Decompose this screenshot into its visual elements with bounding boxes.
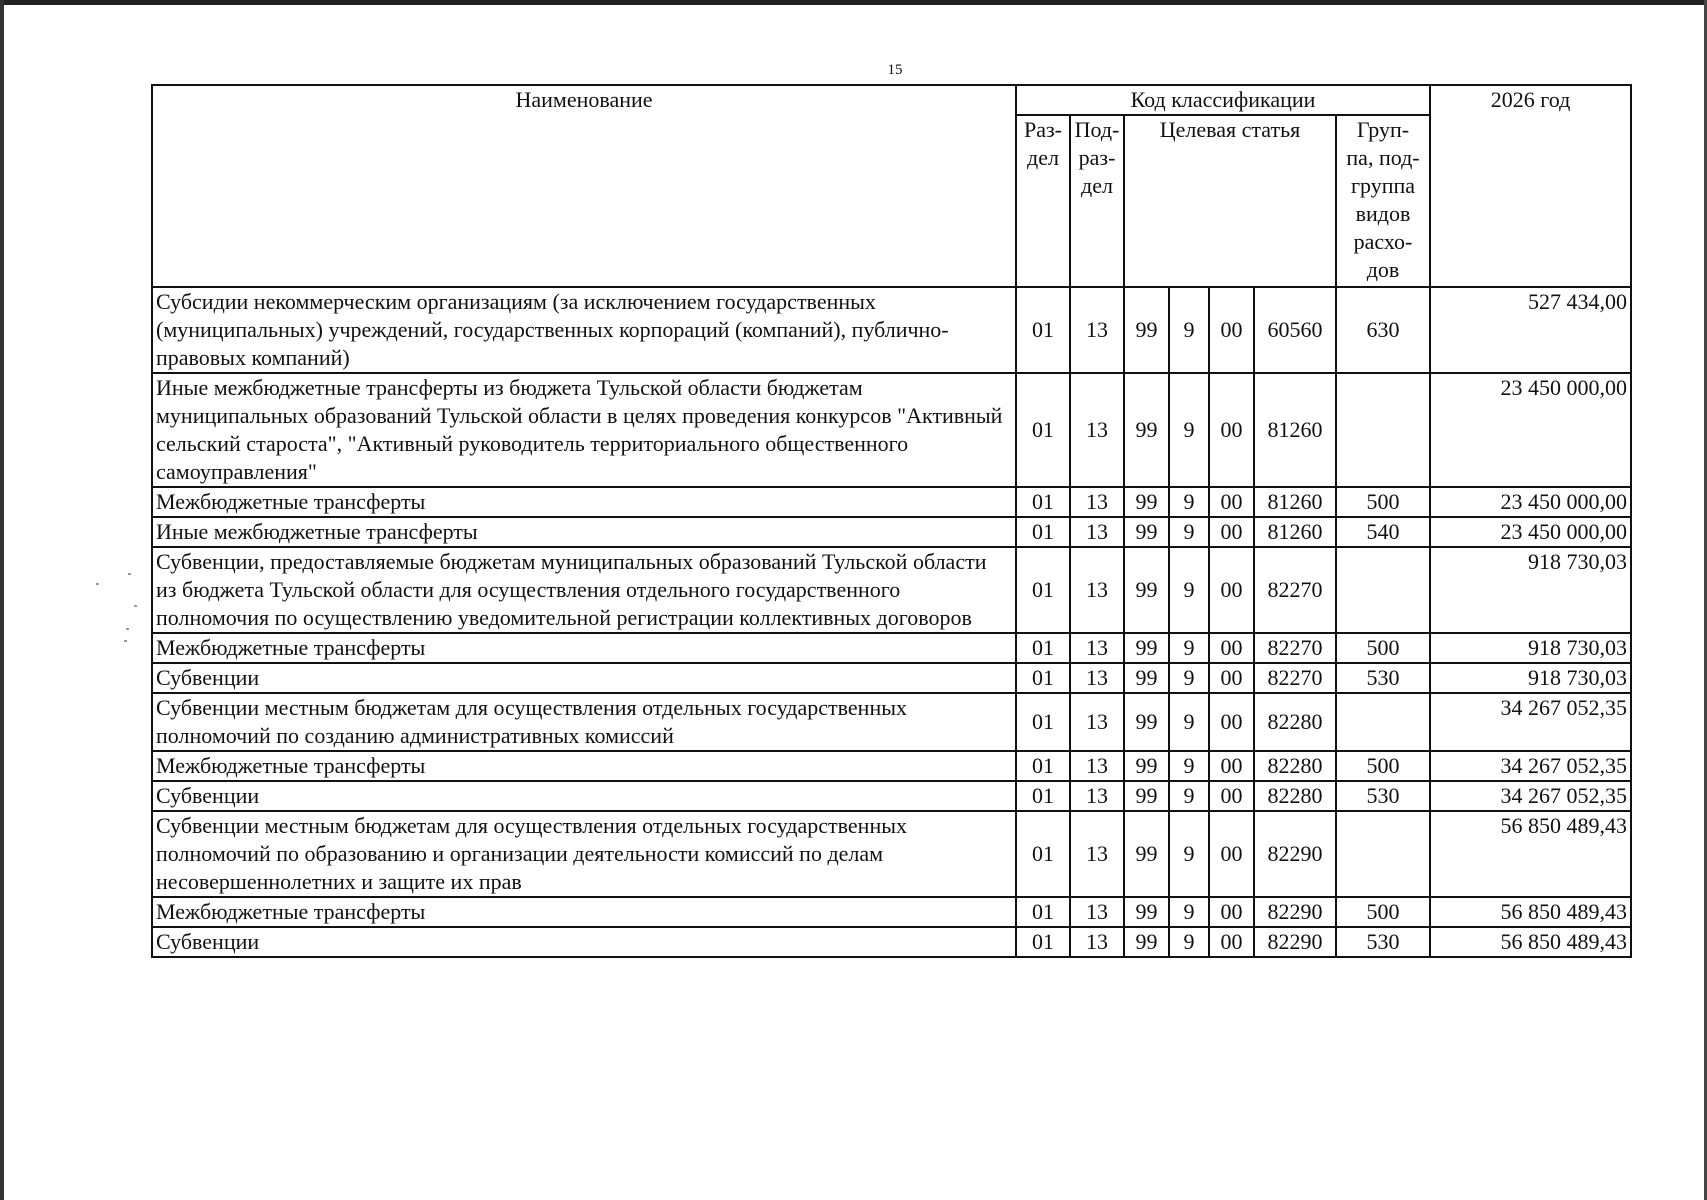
row-amount: 23 450 000,00 [1430, 487, 1631, 517]
row-cs-program: 99 [1124, 693, 1169, 751]
row-cs-direction: 82280 [1254, 693, 1336, 751]
scan-speck [134, 605, 137, 607]
row-vid-rashodov: 500 [1336, 633, 1430, 663]
row-amount: 34 267 052,35 [1430, 751, 1631, 781]
row-name: Иные межбюджетные трансферты [152, 517, 1016, 547]
row-name: Субвенции [152, 927, 1016, 957]
row-razdel: 01 [1016, 693, 1070, 751]
table-row [152, 751, 1631, 781]
row-razdel: 01 [1016, 751, 1070, 781]
row-cs-direction: 82290 [1254, 897, 1336, 927]
row-cs-direction: 81260 [1254, 373, 1336, 487]
row-razdel: 01 [1016, 633, 1070, 663]
row-cs-type: 9 [1169, 287, 1209, 373]
row-razdel: 01 [1016, 287, 1070, 373]
table-row [152, 781, 1631, 811]
row-cs-direction: 82270 [1254, 547, 1336, 633]
row-cs-direction: 81260 [1254, 517, 1336, 547]
row-razdel: 01 [1016, 663, 1070, 693]
row-razdel: 01 [1016, 781, 1070, 811]
header-name: Наименование [152, 85, 1016, 287]
row-cs-subprogram: 00 [1209, 751, 1254, 781]
row-razdel: 01 [1016, 373, 1070, 487]
row-podrazdel: 13 [1070, 781, 1124, 811]
table-body [152, 287, 1631, 957]
row-cs-subprogram: 00 [1209, 897, 1254, 927]
row-podrazdel: 13 [1070, 373, 1124, 487]
row-cs-subprogram: 00 [1209, 517, 1254, 547]
row-cs-program: 99 [1124, 487, 1169, 517]
table-row [152, 693, 1631, 751]
row-podrazdel: 13 [1070, 811, 1124, 897]
page-border-left [0, 0, 4, 1200]
row-cs-type: 9 [1169, 897, 1209, 927]
row-cs-program: 99 [1124, 927, 1169, 957]
row-cs-direction: 82270 [1254, 663, 1336, 693]
row-cs-program: 99 [1124, 811, 1169, 897]
header-code: Код классификации [1016, 85, 1430, 115]
row-cs-program: 99 [1124, 897, 1169, 927]
row-name: Межбюджетные трансферты [152, 751, 1016, 781]
row-cs-direction: 82290 [1254, 811, 1336, 897]
row-vid-rashodov [1336, 373, 1430, 487]
row-podrazdel: 13 [1070, 693, 1124, 751]
row-cs-type: 9 [1169, 811, 1209, 897]
table-row [152, 287, 1631, 373]
row-cs-direction: 82270 [1254, 633, 1336, 663]
table-row [152, 897, 1631, 927]
row-podrazdel: 13 [1070, 517, 1124, 547]
row-cs-type: 9 [1169, 517, 1209, 547]
row-razdel: 01 [1016, 927, 1070, 957]
row-podrazdel: 13 [1070, 663, 1124, 693]
header-celevaya-statya: Целевая статья [1124, 115, 1336, 287]
row-podrazdel: 13 [1070, 287, 1124, 373]
row-amount: 56 850 489,43 [1430, 811, 1631, 897]
row-vid-rashodov: 500 [1336, 487, 1430, 517]
table-row [152, 663, 1631, 693]
row-cs-subprogram: 00 [1209, 663, 1254, 693]
row-amount: 918 730,03 [1430, 633, 1631, 663]
budget-table [151, 84, 1632, 958]
page-border-top [0, 0, 1707, 5]
row-razdel: 01 [1016, 487, 1070, 517]
table-row [152, 547, 1631, 633]
row-amount: 56 850 489,43 [1430, 927, 1631, 957]
row-cs-type: 9 [1169, 927, 1209, 957]
header-gruppa-vidov-rashodov: Груп- па, под- группа видов расхо- дов [1336, 115, 1430, 287]
row-razdel: 01 [1016, 897, 1070, 927]
row-cs-type: 9 [1169, 663, 1209, 693]
row-cs-type: 9 [1169, 781, 1209, 811]
row-amount: 34 267 052,35 [1430, 781, 1631, 811]
scan-speck [126, 628, 129, 630]
row-vid-rashodov: 500 [1336, 897, 1430, 927]
header-row-top [152, 85, 1631, 115]
table-row [152, 811, 1631, 897]
row-podrazdel: 13 [1070, 897, 1124, 927]
row-cs-type: 9 [1169, 751, 1209, 781]
row-name: Иные межбюджетные трансферты из бюджета Тульской области бюджетам муниципальных образований Тульской области в целях проведения конкурсов "Активный сельский староста", "Активный руководитель территориального общественного самоуправления" [152, 373, 1016, 487]
header-year: 2026 год [1430, 85, 1631, 287]
row-cs-subprogram: 00 [1209, 781, 1254, 811]
row-vid-rashodov: 500 [1336, 751, 1430, 781]
row-cs-program: 99 [1124, 373, 1169, 487]
row-cs-subprogram: 00 [1209, 287, 1254, 373]
row-name: Межбюджетные трансферты [152, 897, 1016, 927]
row-cs-type: 9 [1169, 487, 1209, 517]
scan-speck [124, 640, 127, 642]
row-cs-subprogram: 00 [1209, 633, 1254, 663]
row-vid-rashodov [1336, 693, 1430, 751]
row-cs-program: 99 [1124, 633, 1169, 663]
row-vid-rashodov [1336, 811, 1430, 897]
row-cs-subprogram: 00 [1209, 487, 1254, 517]
row-cs-program: 99 [1124, 781, 1169, 811]
row-vid-rashodov: 530 [1336, 663, 1430, 693]
row-cs-direction: 82280 [1254, 781, 1336, 811]
row-cs-direction: 82280 [1254, 751, 1336, 781]
header-podrazdel: Под- раз- дел [1070, 115, 1124, 287]
row-name: Межбюджетные трансферты [152, 633, 1016, 663]
row-vid-rashodov: 530 [1336, 781, 1430, 811]
row-razdel: 01 [1016, 517, 1070, 547]
row-podrazdel: 13 [1070, 487, 1124, 517]
row-vid-rashodov: 630 [1336, 287, 1430, 373]
row-cs-type: 9 [1169, 693, 1209, 751]
row-amount: 56 850 489,43 [1430, 897, 1631, 927]
row-cs-program: 99 [1124, 287, 1169, 373]
row-podrazdel: 13 [1070, 633, 1124, 663]
table-row [152, 517, 1631, 547]
row-cs-type: 9 [1169, 633, 1209, 663]
row-name: Субвенции, предоставляемые бюджетам муниципальных образований Тульской области из бюджета Тульской области для осуществления отдельного государственного полномочия по осуществлению уведомительной регистрации коллективных договоров [152, 547, 1016, 633]
row-cs-subprogram: 00 [1209, 547, 1254, 633]
row-name: Субсидии некоммерческим организациям (за исключением государственных (муниципальных) учреждений, государственных корпораций (компаний), публично-правовых компаний) [152, 287, 1016, 373]
row-amount: 918 730,03 [1430, 663, 1631, 693]
row-vid-rashodov: 530 [1336, 927, 1430, 957]
row-cs-program: 99 [1124, 547, 1169, 633]
row-cs-program: 99 [1124, 517, 1169, 547]
row-podrazdel: 13 [1070, 547, 1124, 633]
row-name: Субвенции местным бюджетам для осуществления отдельных государственных полномочий по образованию и организации деятельности комиссий по делам несовершеннолетних и защите их прав [152, 811, 1016, 897]
row-name: Субвенции местным бюджетам для осуществления отдельных государственных полномочий по созданию административных комиссий [152, 693, 1016, 751]
page-number: 15 [887, 62, 903, 78]
row-cs-subprogram: 00 [1209, 373, 1254, 487]
row-amount: 34 267 052,35 [1430, 693, 1631, 751]
header-razdel: Раз- дел [1016, 115, 1070, 287]
row-cs-subprogram: 00 [1209, 811, 1254, 897]
row-name: Межбюджетные трансферты [152, 487, 1016, 517]
row-podrazdel: 13 [1070, 751, 1124, 781]
table-row [152, 487, 1631, 517]
row-amount: 918 730,03 [1430, 547, 1631, 633]
scan-speck [128, 573, 131, 575]
row-razdel: 01 [1016, 811, 1070, 897]
row-name: Субвенции [152, 663, 1016, 693]
row-cs-type: 9 [1169, 373, 1209, 487]
row-cs-direction: 60560 [1254, 287, 1336, 373]
table-row [152, 373, 1631, 487]
row-cs-program: 99 [1124, 663, 1169, 693]
row-vid-rashodov [1336, 547, 1430, 633]
row-razdel: 01 [1016, 547, 1070, 633]
row-cs-type: 9 [1169, 547, 1209, 633]
row-cs-direction: 81260 [1254, 487, 1336, 517]
row-name: Субвенции [152, 781, 1016, 811]
row-cs-subprogram: 00 [1209, 927, 1254, 957]
row-cs-program: 99 [1124, 751, 1169, 781]
row-amount: 23 450 000,00 [1430, 517, 1631, 547]
row-amount: 23 450 000,00 [1430, 373, 1631, 487]
row-cs-direction: 82290 [1254, 927, 1336, 957]
row-amount: 527 434,00 [1430, 287, 1631, 373]
row-cs-subprogram: 00 [1209, 693, 1254, 751]
table-row [152, 633, 1631, 663]
table-row [152, 927, 1631, 957]
scan-speck [96, 583, 99, 585]
row-vid-rashodov: 540 [1336, 517, 1430, 547]
row-podrazdel: 13 [1070, 927, 1124, 957]
